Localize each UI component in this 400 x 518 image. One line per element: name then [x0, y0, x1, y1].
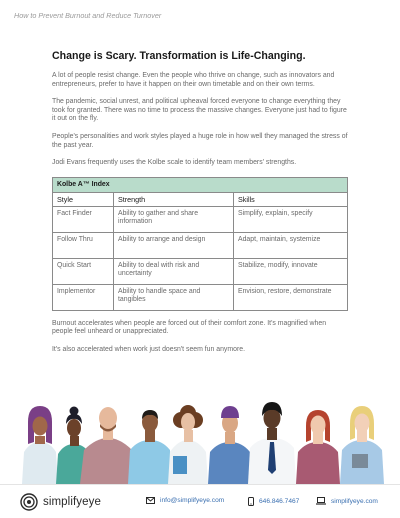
- running-title: How to Prevent Burnout and Reduce Turnover: [14, 11, 162, 20]
- paragraph: Jodi Evans frequently uses the Kolbe scale to identify team members' strengths.: [52, 159, 297, 167]
- paragraph: A lot of people resist change. Even the people who thrive on change, such as innovators and entrepreneurs, prefer to have it happen on their own timetable and on their own terms.: [52, 72, 335, 88]
- table-title: Kolbe A™ Index: [53, 177, 348, 192]
- table-row: [53, 258, 348, 284]
- brand-logo[interactable]: [20, 493, 101, 511]
- laptop-icon: [316, 497, 326, 505]
- table-cell: Implementor: [53, 284, 114, 310]
- table-cell: Envision, restore, demonstrate: [234, 284, 348, 310]
- phone-icon: [248, 497, 254, 506]
- person-figure: [248, 402, 296, 484]
- brand-name: simplifyeye: [43, 496, 101, 508]
- table-row: [53, 232, 348, 258]
- phone-text: 646.846.7467: [259, 498, 300, 505]
- kolbe-table: [52, 177, 348, 311]
- person-figure: [168, 405, 208, 484]
- table-row: [53, 206, 348, 232]
- footer: [0, 484, 400, 518]
- column-header-strength: Strength: [114, 192, 234, 206]
- email-link[interactable]: [146, 497, 224, 504]
- mail-icon: [146, 497, 155, 504]
- column-header-style: Style: [53, 192, 114, 206]
- table-title-row: [53, 177, 348, 192]
- website-link[interactable]: [316, 497, 378, 505]
- column-header-skills: Skills: [234, 192, 348, 206]
- table-row: [53, 284, 348, 310]
- logo-eye-icon: [20, 493, 38, 511]
- person-figure: [340, 406, 384, 484]
- table-cell: Adapt, maintain, systemize: [234, 232, 348, 258]
- table-header-row: [53, 192, 348, 206]
- table-cell: Ability to gather and share information: [114, 206, 234, 232]
- email-text: info@simplifyeye.com: [160, 497, 225, 504]
- table-cell: Ability to handle space and tangibles: [114, 284, 234, 310]
- table-cell: Stabilize, modify, innovate: [234, 258, 348, 284]
- table-cell: Fact Finder: [53, 206, 114, 232]
- table-cell: Ability to arrange and design: [114, 232, 234, 258]
- person-figure: [296, 410, 340, 484]
- paragraph: People's personalities and work styles played a huge role in how well they managed the stress of the past year.: [52, 132, 348, 149]
- paragraph: The pandemic, social unrest, and political upheaval forced everyone to change everything they took for granted. There was no time to process the massive changes. Everyone just had to figure it out on the fly.: [52, 98, 347, 123]
- table-cell: Quick Start: [53, 258, 114, 284]
- person-figure: [80, 407, 136, 484]
- article-body: [52, 50, 348, 364]
- table-cell: Follow Thru: [53, 232, 114, 258]
- table-cell: Ability to deal with risk and uncertainty: [114, 258, 234, 284]
- paragraph: Burnout accelerates when people are forced out of their comfort zone. It's magnified when people feel unheard or unappreciated.: [52, 319, 327, 336]
- paragraph: It's also accelerated when work just doesn't seem fun anymore.: [52, 345, 245, 353]
- people-illustration: [0, 392, 400, 484]
- article-title: Change is Scary. Transformation is Life-Changing.: [52, 50, 306, 62]
- phone-link[interactable]: [248, 497, 299, 506]
- person-figure: [208, 406, 252, 484]
- person-figure: [128, 410, 172, 484]
- table-cell: Simplify, explain, specify: [234, 206, 348, 232]
- person-figure: [22, 406, 58, 484]
- website-text: simplifyeye.com: [331, 497, 378, 505]
